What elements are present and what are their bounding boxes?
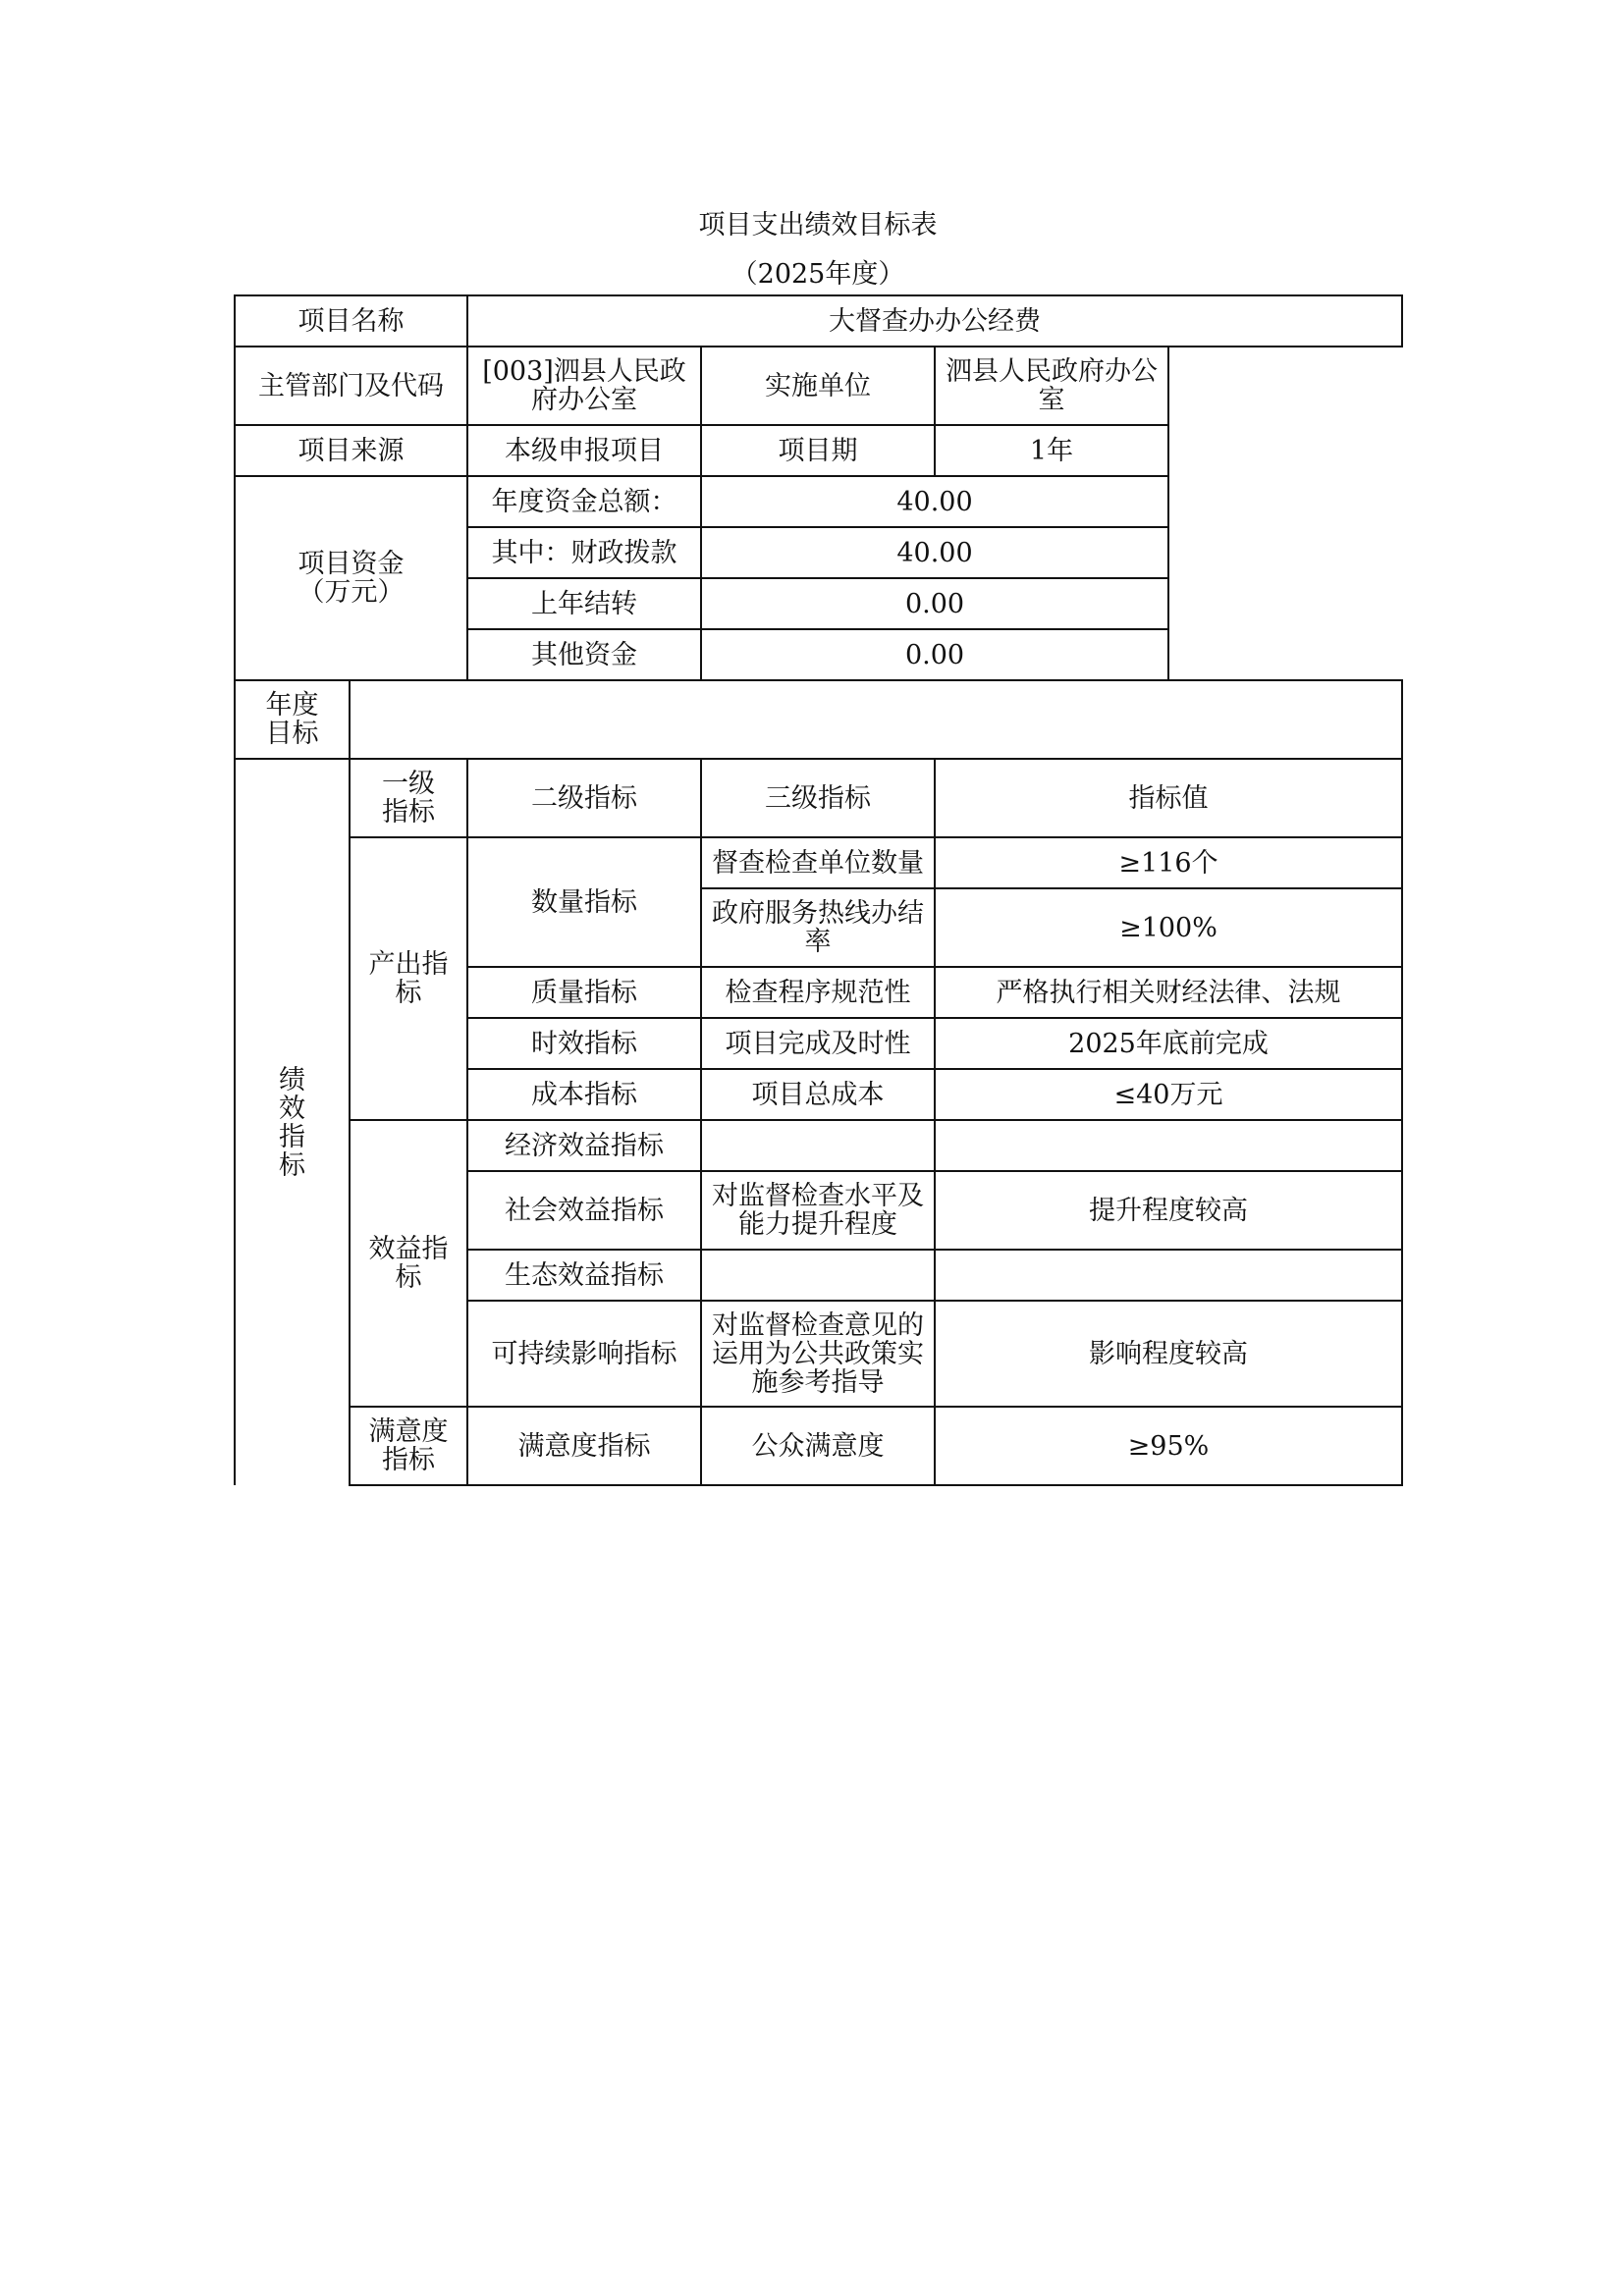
- project-period-value: 1年: [935, 425, 1168, 476]
- performance-indicators-label: [235, 759, 350, 1485]
- section-label-char: 绩: [279, 1064, 305, 1095]
- header-level1-line1: 一级: [382, 769, 435, 799]
- satisfaction-label-line2: 指标: [382, 1445, 435, 1475]
- output-indicators-label: [350, 837, 467, 1120]
- document-title: 项目支出绩效目标表: [698, 210, 938, 240]
- supervision-count-value: ≥116个: [935, 837, 1402, 888]
- row-supervision-count: [235, 837, 1402, 888]
- department-label: 主管部门及代码: [235, 347, 467, 425]
- social-name-line2: 能力提升程度: [738, 1209, 897, 1240]
- timeliness-level2: 时效指标: [467, 1018, 701, 1069]
- quality-name: 检查程序规范性: [701, 967, 935, 1018]
- economic-name: [701, 1120, 935, 1171]
- hotline-rate-value: ≥100%: [935, 888, 1402, 967]
- social-value: 提升程度较高: [935, 1171, 1402, 1250]
- output-label-line2: 标: [395, 978, 422, 1008]
- social-name-line1: 对监督检查水平及: [712, 1181, 924, 1211]
- project-source-label: 项目来源: [235, 425, 467, 476]
- benefit-label-line1: 效益指: [368, 1234, 449, 1264]
- row-annual-goal: [235, 680, 1402, 759]
- row-source: [235, 425, 1402, 476]
- sustainable-name-line1: 对监督检查意见的: [712, 1309, 924, 1341]
- department-value: [003]泗县人民政府办公室: [467, 347, 701, 425]
- timeliness-value: 2025年底前完成: [935, 1018, 1402, 1069]
- sustainable-name-line2: 运用为公共政策实: [712, 1338, 924, 1369]
- header-level1-line2: 指标: [382, 797, 435, 828]
- annual-goal-label-line1: 年度: [265, 690, 319, 721]
- annual-goal-label-line2: 目标: [265, 719, 319, 749]
- cost-value: ≤40万元: [935, 1069, 1402, 1120]
- header-level1: [350, 759, 467, 837]
- project-funds-label: [235, 476, 467, 680]
- economic-value: [935, 1120, 1402, 1171]
- timeliness-name: 项目完成及时性: [701, 1018, 935, 1069]
- sustainable-name: [701, 1301, 935, 1407]
- funds-other-value: 0.00: [701, 629, 1168, 680]
- project-period-label: 项目期: [701, 425, 935, 476]
- social-level2: 社会效益指标: [467, 1171, 701, 1250]
- document-year: （2025年度）: [730, 259, 905, 290]
- header-level2: 二级指标: [467, 759, 701, 837]
- project-name-value: 大督查办办公经费: [467, 295, 1402, 347]
- satisfaction-value: ≥95%: [935, 1407, 1402, 1485]
- sustainable-value: 影响程度较高: [935, 1301, 1402, 1407]
- funds-carryover-label: 上年结转: [467, 578, 701, 629]
- sustainable-level2: 可持续影响指标: [467, 1301, 701, 1407]
- implementing-unit-label: 实施单位: [701, 347, 935, 425]
- funds-other-label: 其他资金: [467, 629, 701, 680]
- implementing-unit-value: 泗县人民政府办公室: [935, 347, 1168, 425]
- satisfaction-indicators-label: [350, 1407, 467, 1485]
- section-label-char: 标: [279, 1149, 305, 1181]
- satisfaction-level2: 满意度指标: [467, 1407, 701, 1485]
- funds-carryover-value: 0.00: [701, 578, 1168, 629]
- ecological-value: [935, 1250, 1402, 1301]
- cost-level2: 成本指标: [467, 1069, 701, 1120]
- satisfaction-label-line1: 满意度: [368, 1416, 449, 1447]
- benefit-indicators-label: [350, 1120, 467, 1407]
- funds-fiscal-value: 40.00: [701, 527, 1168, 578]
- sustainable-name-line3: 施参考指导: [751, 1366, 885, 1398]
- row-department: [235, 347, 1402, 425]
- economic-level2: 经济效益指标: [467, 1120, 701, 1171]
- satisfaction-name: 公众满意度: [701, 1407, 935, 1485]
- output-label-line1: 产出指: [368, 949, 449, 980]
- section-label-char: 效: [279, 1093, 305, 1124]
- quality-level2: 质量指标: [467, 967, 701, 1018]
- ecological-level2: 生态效益指标: [467, 1250, 701, 1301]
- header-value: 指标值: [935, 759, 1402, 837]
- annual-goal-value: [350, 680, 1402, 759]
- benefit-label-line2: 标: [395, 1262, 422, 1293]
- section-label-char: 指: [279, 1121, 305, 1152]
- funds-total-label: 年度资金总额：: [467, 476, 701, 527]
- hotline-rate-name: [701, 888, 935, 967]
- row-indicator-header: [235, 759, 1402, 837]
- row-economic: [235, 1120, 1402, 1171]
- social-name: [701, 1171, 935, 1250]
- hotline-rate-name-line1: 政府服务热线办结: [712, 898, 924, 929]
- project-funds-label-line2: （万元）: [298, 577, 405, 608]
- project-source-value: 本级申报项目: [467, 425, 701, 476]
- row-satisfaction: [235, 1407, 1402, 1485]
- quality-value: 严格执行相关财经法律、法规: [935, 967, 1402, 1018]
- supervision-count-name: 督查检查单位数量: [701, 837, 935, 888]
- row-funds-total: [235, 476, 1402, 527]
- funds-total-value: 40.00: [701, 476, 1168, 527]
- cost-name: 项目总成本: [701, 1069, 935, 1120]
- quantity-indicators-label: 数量指标: [467, 837, 701, 967]
- funds-fiscal-label: 其中：财政拨款: [467, 527, 701, 578]
- hotline-rate-name-line2: 率: [804, 927, 832, 957]
- row-project-name: [235, 295, 1402, 347]
- annual-goal-label: [235, 680, 350, 759]
- ecological-name: [701, 1250, 935, 1301]
- project-name-label: 项目名称: [235, 295, 467, 347]
- header-level3: 三级指标: [701, 759, 935, 837]
- project-funds-label-line1: 项目资金: [298, 549, 405, 579]
- performance-table: [234, 294, 1403, 1486]
